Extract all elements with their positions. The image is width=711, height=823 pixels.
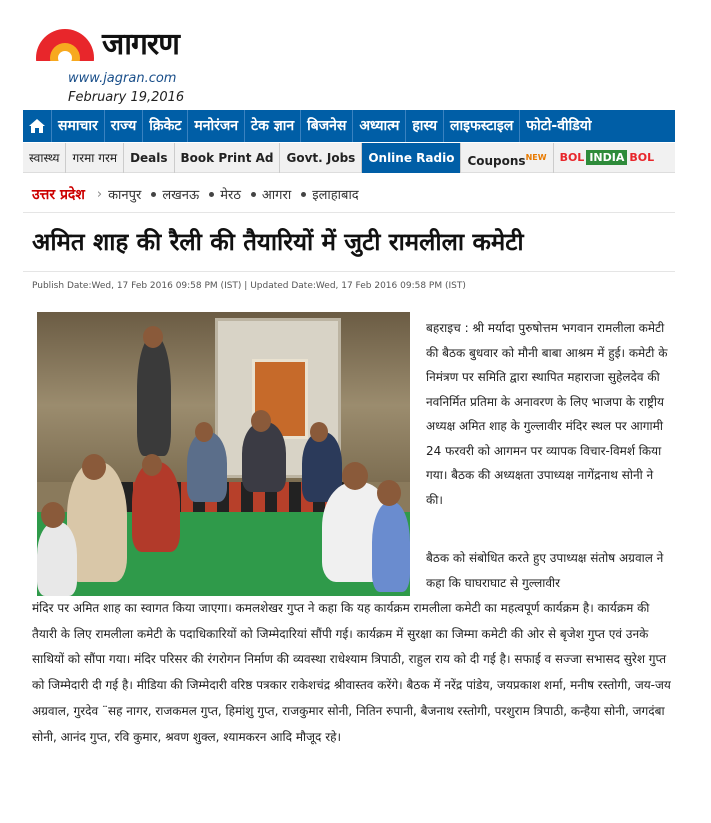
breadcrumb-city-lucknow[interactable]: लखनऊ bbox=[162, 188, 200, 203]
home-icon[interactable] bbox=[23, 110, 51, 142]
subnav-item-book-print-ad[interactable]: Book Print Ad bbox=[175, 143, 281, 173]
breadcrumb-city-allahabad[interactable]: इलाहाबाद bbox=[312, 188, 359, 203]
nav-item-humor[interactable]: हास्य bbox=[405, 110, 443, 142]
nav-item-photo-video[interactable]: फोटो-वीडियो bbox=[519, 110, 597, 142]
breadcrumb-separator: › bbox=[96, 186, 103, 202]
new-badge: NEW bbox=[525, 152, 547, 162]
secondary-navigation bbox=[23, 143, 675, 173]
coupons-link[interactable] bbox=[461, 143, 553, 173]
nav-item-tech[interactable]: टेक ज्ञान bbox=[244, 110, 300, 142]
article-paragraph-2-rest: मंदिर पर अमित शाह का स्वागत किया जाएगा। कमलशेखर गुप्त ने कहा कि यह कार्यक्रम रामलीला कमेटी का महत्वपूर्ण कार्यक्रम है। कार्यक्रम की तैयारी के लिए रामलीला कमेटी के पदाधिकारियों को जिम्मेदारियां सौंपी गई। कार्यक्रम में सुरक्षा का जिम्मा कमेटी की ओर से बृजेश गुप्त एवं उनके साथियों को सौंपा गया। मंदिर परिसर की रंगरोगन निर्माण की व्यवस्था राधेश्याम त्रिपाठी, राहुल राय को दी गई है। सफाई व सज्जा सभासद सुरेश गुप्त को जिम्मेदारी दी गई है। मीडिया की जिम्मेदारी वरिष्ठ पत्रकार राकेशचंद्र श्रीवास्तव करेंगे। बैठक में नरेंद्र पांडेय, जयप्रकाश शर्मा, मनीष रस्तोगी, जय-जय अग्रवाल, गुरदेव ¨सह नागर, राजकमल गुप्त, हिमांशु गुप्त, राजकुमार सोनी, नितिन रुपानी, बैजनाथ रस्तोगी, परशुराम त्रिपाठी, कन्हैया सोनी, जगदंबा सोनी, आनंद गुप्त, रवि कुमार, श्रवण शुक्ल, श्यामकरन आदि मौजूद रहे। bbox=[32, 601, 671, 744]
site-header bbox=[0, 0, 711, 108]
nav-item-state[interactable]: राज्य bbox=[104, 110, 142, 142]
current-date: February 19,2016 bbox=[68, 90, 185, 105]
subnav-item-health[interactable]: स्वास्थ्य bbox=[23, 143, 66, 173]
breadcrumb-city-meerut[interactable]: मेरठ bbox=[220, 188, 241, 203]
sun-logo-icon bbox=[32, 25, 96, 61]
divider bbox=[23, 212, 675, 213]
bol-right-text: BOL bbox=[629, 151, 655, 164]
nav-item-entertainment[interactable]: मनोरंजन bbox=[187, 110, 244, 142]
site-url[interactable]: www.jagran.com bbox=[68, 71, 177, 86]
article-photo bbox=[37, 312, 410, 596]
breadcrumb-city-kanpur[interactable]: कानपुर bbox=[108, 188, 142, 203]
nav-item-cricket[interactable]: क्रिकेट bbox=[142, 110, 187, 142]
nav-item-news[interactable]: समाचार bbox=[51, 110, 104, 142]
article-paragraph-1: बहराइच : श्री मर्यादा पुरुषोत्तम भगवान रामलीला कमेटी की बैठक बुधवार को मौनी बाबा आश्रम में हुई। कमेटी के निमंत्रण पर समिति द्वारा स्थापित महाराजा सुहेलदेव की नवनिर्मित प्रतिमा के अनावरण के लिए भाजपा के राष्ट्रीय अध्यक्ष अमित शाह के गुल्लावीर मंदिर स्थल पर आगामी 24 फरवरी को आगमन पर व्यापक विचार-विमर्श किया गया। बैठक की अध्यक्षता उपाध्यक्ष नागेंद्रनाथ सोनी ने की। bbox=[426, 321, 668, 507]
nav-item-business[interactable]: बिजनेस bbox=[300, 110, 352, 142]
article-headline: अमित शाह की रैली की तैयारियों में जुटी रामलीला कमेटी bbox=[32, 228, 524, 256]
logo-text: जागरण bbox=[102, 27, 179, 62]
breadcrumb-city-agra[interactable]: आगरा bbox=[261, 188, 292, 203]
article-meta: Publish Date:Wed, 17 Feb 2016 09:58 PM (IST) | Updated Date:Wed, 17 Feb 2016 09:58 PM (IST) bbox=[32, 281, 466, 291]
main-navigation bbox=[23, 110, 675, 142]
jagran-logo[interactable] bbox=[32, 22, 179, 63]
online-radio-link[interactable]: Online Radio bbox=[362, 143, 461, 173]
bullet-icon bbox=[151, 192, 156, 197]
divider bbox=[23, 271, 675, 272]
bullet-icon bbox=[209, 192, 214, 197]
article-paragraph-2-start: बैठक को संबोधित करते हुए उपाध्यक्ष संतोष अग्रवाल ने कहा कि घाघराघाट से गुल्लावीर bbox=[426, 551, 664, 590]
subnav-item-deals[interactable]: Deals bbox=[124, 143, 174, 173]
subnav-item-govt-jobs[interactable]: Govt. Jobs bbox=[280, 143, 362, 173]
breadcrumb bbox=[32, 182, 672, 206]
nav-item-lifestyle[interactable]: लाइफस्टाइल bbox=[443, 110, 519, 142]
bullet-icon bbox=[251, 192, 256, 197]
bol-india-text: INDIA bbox=[586, 150, 627, 165]
coupons-label: Coupons bbox=[467, 153, 526, 168]
bol-india-bol-link[interactable] bbox=[554, 150, 661, 165]
bullet-icon bbox=[301, 192, 306, 197]
subnav-item-hot[interactable]: गरमा गरम bbox=[66, 143, 124, 173]
breadcrumb-state[interactable]: उत्तर प्रदेश bbox=[32, 186, 85, 203]
nav-item-spirituality[interactable]: अध्यात्म bbox=[352, 110, 405, 142]
bol-left-text: BOL bbox=[559, 151, 585, 164]
